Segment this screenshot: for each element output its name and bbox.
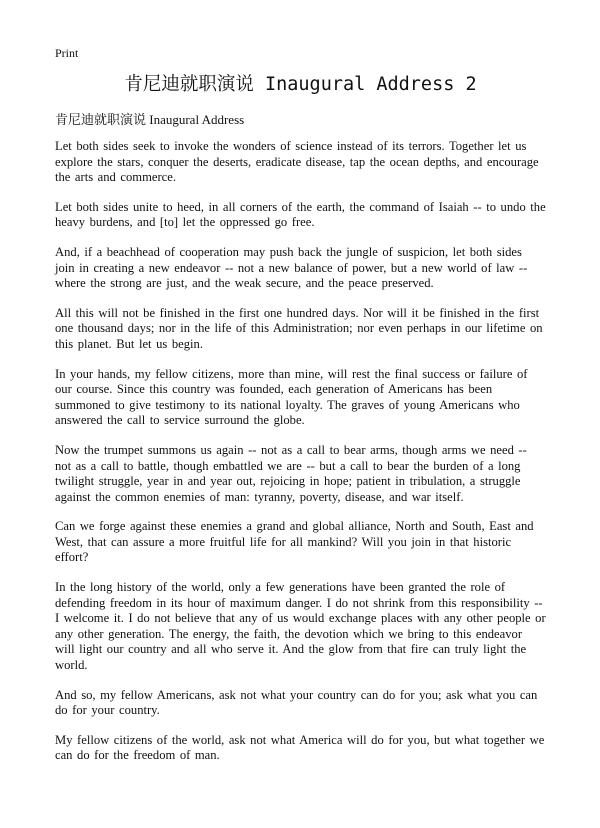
article-subtitle: 肯尼迪就职演说 Inaugural Address (55, 112, 245, 127)
body-paragraph: Can we forge against these enemies a grand and global alliance, North and South, East and West, that can assure a more fruitful life for all mankind? Will you join in that historic effort? (55, 519, 534, 565)
print-link[interactable]: Print (55, 46, 79, 60)
body-paragraph: My fellow citizens of the world, ask not what America will do for you, but what together we can do for the freedom of man. (55, 732, 545, 763)
article-body (55, 139, 546, 764)
body-paragraph: Let both sides seek to invoke the wonders of science instead of its terrors. Together let us explore the stars, conquer the deserts, eradicate disease, tap the ocean depths, and encourage the arts and commerce. (55, 139, 539, 185)
body-paragraph: Now the trumpet summons us again -- not as a call to bear arms, though arms we need -- not as a call to battle, though embattled we are -- but a call to bear the burden of a long twilight struggle, year in and year out, rejoicing in hope; patient in tribulation, a struggle against the common enemies of man: tyranny, poverty, disease, and war itself. (55, 442, 527, 504)
page-title: 肯尼迪就职演说 Inaugural Address 2 (124, 74, 477, 95)
body-paragraph: In the long history of the world, only a few generations have been granted the role of defending freedom in its hour of maximum danger. I do not shrink from this responsibility -- I welcome it. I do not believe that any of us would exchange places with any other people or any other generation. The energy, the faith, the devotion which we bring to this endeavor will light our country and all who serve it. And the glow from that fire can truly light the world. (55, 580, 546, 673)
body-paragraph: And so, my fellow Americans, ask not what your country can do for you; ask what you can do for your country. (55, 687, 538, 718)
body-paragraph: All this will not be finished in the first one hundred days. Nor will it be finished in the first one thousand days; nor in the life of this Administration; nor even perhaps in our lifetime on this planet. But let us begin. (55, 305, 543, 351)
body-paragraph: Let both sides unite to heed, in all corners of the earth, the command of Isaiah -- to undo the heavy burdens, and [to] let the oppressed go free. (55, 199, 546, 230)
body-paragraph: And, if a beachhead of cooperation may push back the jungle of suspicion, let both sides join in creating a new endeavor -- not a new balance of power, but a new world of law -- where the strong are just, and the weak secure, and the peace preserved. (55, 244, 528, 291)
body-paragraph: In your hands, my fellow citizens, more than mine, will rest the final success or failure of our course. Since this country was founded, each generation of Americans has been summoned to give testimony to its national loyalty. The graves of young Americans who answered the call to service surround the globe. (55, 366, 528, 428)
